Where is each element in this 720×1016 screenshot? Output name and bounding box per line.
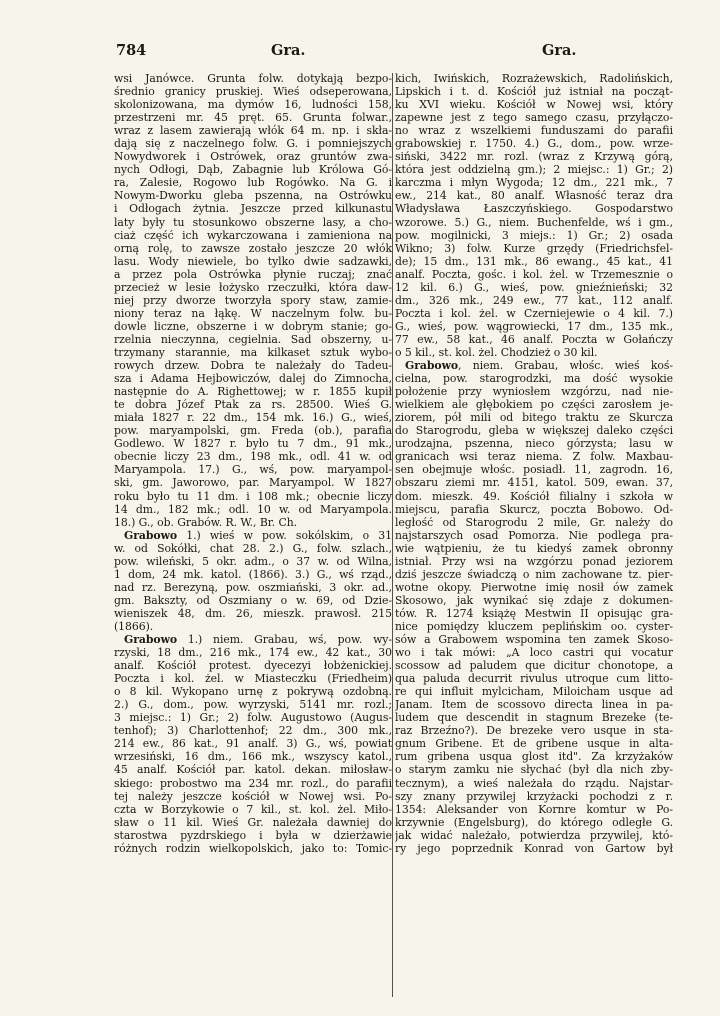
text-line: Poczta i kol. żel. w Miasteczku (Friedheim) xyxy=(114,672,392,686)
text-line: która jest oddzielną gm.); 2 miejsc.: 1) Gr.; 2) xyxy=(395,163,673,177)
text-line: dom. mieszk. 49. Kościół filialny i szkoła w xyxy=(395,489,673,503)
text-line: czta w Borzykowie o 7 kil., st. kol. żel. Miło- xyxy=(114,802,392,816)
text-line: Janam. Item de scossovo directa linea in pa- xyxy=(395,698,673,712)
text-line: granicach wsi teraz niema. Z folw. Maxbau- xyxy=(395,450,673,464)
text-line: Nowym-Dworku gleba pszenna, na Ostrówku xyxy=(114,189,392,203)
text-line: krzywnie (Engelsburg), do którego odległe G. xyxy=(395,815,673,829)
text-line: roku było tu 11 dm. i 108 mk.; obecnie liczy xyxy=(114,489,392,503)
text-line: gnum Gribene. Et de gribene usque in alta- xyxy=(395,737,673,751)
text-line: ry jego poprzednik Konrad von Gartow był xyxy=(395,841,673,855)
text-line: niony teraz na łąkę. W naczelnym folw. bu- xyxy=(114,306,392,320)
text-line: wraz z lasem zawierają włók 64 m. np. i skła- xyxy=(114,124,392,138)
text-line: rum gribena usqua glost itd". Za krzyżaków xyxy=(395,750,673,764)
text-line: położenie przy wyniosłem wzgórzu, nad nie- xyxy=(395,385,673,399)
text-line: urodzajna, pszenna, nieco górzysta; lasu w xyxy=(395,437,673,451)
text-line: o 8 kil. Wykopano urnę z pokrywą ozdobną. xyxy=(114,685,392,699)
text-line: nad rz. Berezyną, pow. oszmiański, 3 okr. ad., xyxy=(114,580,392,594)
text-line: nych Odłogi, Dąb, Zabagnie lub Królowa Gó- xyxy=(114,163,392,177)
entry-headword: Grabowo xyxy=(405,359,459,373)
text-line: lasu. Wody niewiele, bo tylko dwie sadzawki, xyxy=(114,254,392,268)
text-line: kich, Iwińskich, Rozrażewskich, Radolińskich, xyxy=(395,72,673,85)
text-line: 77 ew., 58 kat., 46 analf. Poczta w Gołańczy xyxy=(395,332,673,346)
text-line: skolonizowana, ma dymów 16, ludności 158, xyxy=(114,98,392,112)
text-line: wrzesiński, 16 dm., 166 mk., wszyscy katol., xyxy=(114,750,392,764)
text-line: raz Brzeźno?). De brezeke vero usque in sta- xyxy=(395,724,673,738)
text-line: Wikno; 3) folw. Kurze grzędy (Friedrichsfel- xyxy=(395,241,673,255)
text-line: siński, 3422 mr. rozl. (wraz z Krzywą górą, xyxy=(395,150,673,164)
text-line: ku XVI wieku. Kościół w Nowej wsi, który xyxy=(395,98,673,112)
text-line: szy znany przywilej krzyżacki pochodzi z r. xyxy=(395,789,673,803)
text-line: wo i tak mówi: „A loco castri qui vocatur xyxy=(395,646,673,660)
text-line: scossow ad paludem que dicitur chonotope, a xyxy=(395,659,673,673)
text-line: analf. Poczta, gośc. i kol. żel. w Trzemesznie o xyxy=(395,267,673,281)
text-line: 18.) G., ob. Grabów. R. W., Br. Ch. xyxy=(114,515,298,529)
text-line: średnio granicy pruskiej. Wieś odseperowana, xyxy=(114,85,392,99)
text-line: miała 1827 r. 22 dm., 154 mk. 16.) G., wieś, xyxy=(114,411,392,425)
text-line: laty były tu stosunkowo obszerne lasy, a cho- xyxy=(114,215,392,229)
text-line: obszaru ziemi mr. 4151, katol. 509, ewan. 37, xyxy=(395,476,673,490)
text-line: rzelnia nieczynna, cegielnia. Sad obszerny, u- xyxy=(114,332,392,346)
text-line: niej przy dworze tworzyła spory staw, zamie- xyxy=(114,293,392,307)
text-line: Grabowo, niem. Grabau, włośc. wieś koś- xyxy=(405,359,673,373)
text-line: sów a Grabowem wspomina ten zamek Skoso- xyxy=(395,633,673,647)
text-line: Władysława Łaszczyńskiego. Gospodarstwo xyxy=(395,202,673,216)
text-line: pow. wileński, 5 okr. adm., o 37 w. od Wilna, xyxy=(114,554,392,568)
text-line: wie wątpieniu, że tu kiedyś zamek obronny xyxy=(395,541,673,555)
text-line: nice pomiędzy kluczem peplińskim oo. cyster- xyxy=(395,619,673,633)
text-line: sza i Adama Hejbowiczów, dalej do Zimnocha, xyxy=(114,372,392,386)
text-line: jak widać należało, potwierdza przywilej, któ- xyxy=(395,828,673,842)
entry-headword: Grabowo xyxy=(124,528,178,542)
text-line: orną rolę, to zawsze zostało jeszcze 20 włók xyxy=(114,241,392,255)
text-line: ziorem, pół mili od bitego traktu ze Skurcza xyxy=(395,411,673,425)
text-line: tenhof); 3) Charlottenhof; 22 dm., 300 mk., xyxy=(114,724,392,738)
text-line: cielna, pow. starogrodzki, ma dość wysokie xyxy=(395,372,673,386)
text-line: w. od Sokółki, chat 28. 2.) G., folw. szlach., xyxy=(114,541,392,555)
entry-headword: Grabowo xyxy=(124,633,178,647)
text-line: miejscu, parafia Skurcz, poczta Bobowo. Od- xyxy=(395,502,673,516)
text-line: pow. mogilnicki, 3 miejs.: 1) Gr.; 2) osada xyxy=(395,228,673,242)
text-line: Maryampola. 17.) G., wś, pow. maryampol- xyxy=(114,463,392,477)
text-line: przestrzeni mr. 45 pręt. 65. Grunta folwar., xyxy=(114,111,392,125)
text-line: następnie do A. Righettowej; w r. 1855 kupił xyxy=(114,385,392,399)
running-head-left: Gra. xyxy=(271,42,306,59)
text-line: a przez pola Ostrówka płynie ruczaj; znać xyxy=(114,267,392,281)
text-line: skiego: probostwo ma 234 mr. rozl., do parafii xyxy=(114,776,392,790)
text-line: wielkiem ale głębokiem po części zarosłem je- xyxy=(395,398,673,412)
text-line: 12 kil. 6.) G., wieś, pow. gnieźnieński; 32 xyxy=(395,280,673,294)
page-number: 784 xyxy=(116,42,147,59)
text-line: Nowydworek i Ostrówek, oraz gruntów zwa- xyxy=(114,150,392,164)
text-line: 45 analf. Kościół par. katol. dekan. miłosław- xyxy=(114,763,392,777)
text-line: 1354: Aleksander von Kornre komtur w Po- xyxy=(395,802,673,816)
right-column xyxy=(395,72,673,855)
text-line: karczma i młyn Wygoda; 12 dm., 221 mk., 7 xyxy=(395,176,673,190)
text-line: wotne okopy. Pierwotne imię nosił ów zamek xyxy=(395,580,673,594)
text-line: o 5 kil., st. kol. żel. Chodzież o 30 kil. xyxy=(395,345,598,359)
text-line: (1866). xyxy=(114,619,154,633)
text-line: G., wieś, pow. wągrowiecki, 17 dm., 135 mk., xyxy=(395,319,673,333)
page-header xyxy=(116,42,672,64)
column-divider xyxy=(392,73,393,997)
text-line: 14 dm., 182 mk.; odl. 10 w. od Maryampola. xyxy=(114,502,392,516)
text-line: ew., 214 kat., 80 analf. Własność teraz dra xyxy=(395,189,673,203)
text-line: qua paluda decurrit rivulus utroque cum litto- xyxy=(395,672,673,686)
text-line: tecznym), a wieś należała do rządu. Najstar- xyxy=(395,776,673,790)
text-line: obecnie liczy 23 dm., 198 mk., odl. 41 w. od xyxy=(114,450,392,464)
text-line: różnych rodzin wielkopolskich, jako to: Tomic- xyxy=(114,841,392,855)
text-line: ległość od Starogrodu 2 mile, Gr. należy do xyxy=(395,515,673,529)
text-line: analf. Kościół protest. dyecezyi łobżenickiej. xyxy=(114,659,392,673)
text-line: sen obejmuje włośc. posiadł. 11, zagrodn. 16, xyxy=(395,463,673,477)
text-line: dziś jeszcze świadczą o nim zachowane tz. pier- xyxy=(395,567,673,581)
text-line: Lipskich i t. d. Kościół już istniał na począt- xyxy=(395,85,673,99)
text-line: 1 dom, 24 mk. katol. (1866). 3.) G., wś rząd., xyxy=(114,567,392,581)
text-line: 2.) G., dom., pow. wyrzyski, 5141 mr. rozl.; xyxy=(114,698,392,712)
text-line: najstarszych osad Pomorza. Nie podlega pra- xyxy=(395,528,673,542)
text-line: zapewne jest z tego samego czasu, przyłączo- xyxy=(395,111,673,125)
text-line: trzymany starannie, ma kilkaset sztuk wybo- xyxy=(114,345,392,359)
text-line: de); 15 dm., 131 mk., 86 ewang., 45 kat., 41 xyxy=(395,254,673,268)
text-line: ciaż część ich wykarczowana i zamieniona na xyxy=(114,228,392,242)
text-line: te dobra Józef Ptak za rs. 28500. Wieś G. xyxy=(114,398,392,412)
text-line: ludem que descendit in stagnum Brezeke (te- xyxy=(395,711,673,725)
text-line: 3 miejsc.: 1) Gr.; 2) folw. Augustowo (Augus- xyxy=(114,711,392,725)
text-line: Grabowo 1.) niem. Grabau, wś, pow. wy- xyxy=(124,633,392,647)
text-line: do Starogrodu, gleba w większej daleko części xyxy=(395,424,673,438)
text-line: Skosowo, jak wynikać się zdaje z dokumen- xyxy=(395,593,673,607)
text-line: gm. Bakszty, od Oszmiany o w. 69, od Dzie- xyxy=(114,593,392,607)
text-line: wsi Janówce. Grunta folw. dotykają bezpo- xyxy=(114,72,392,85)
text-line: dm., 326 mk., 249 ew., 77 kat., 112 analf. xyxy=(395,293,673,307)
text-line: ski, gm. Jaworowo, par. Maryampol. W 1827 xyxy=(114,476,392,490)
text-line: no wraz z wszelkiemi funduszami do parafii xyxy=(395,124,673,138)
text-line: wieniszek 48, dm. 26, mieszk. prawosł. 215 xyxy=(114,606,392,620)
text-line: 214 ew., 86 kat., 91 analf. 3) G., wś, powiat xyxy=(114,737,392,751)
text-line: przecież w lesie łożysko rzeczułki, która daw- xyxy=(114,280,392,294)
text-line: ra, Zalesie, Rogowo lub Rogówko. Na G. i xyxy=(114,176,392,190)
left-column xyxy=(114,72,392,855)
text-line: starostwa pyzdrskiego i była w dzierżawie xyxy=(114,828,392,842)
text-line: rzyski, 18 dm., 216 mk., 174 ew., 42 kat., 30 xyxy=(114,646,392,660)
text-line: wzorowe. 5.) G., niem. Buchenfelde, wś i gm., xyxy=(395,215,673,229)
text-line: sław o 11 kil. Wieś Gr. należała dawniej do xyxy=(114,815,392,829)
text-line: tej należy jeszcze kościół w Nowej wsi. Po- xyxy=(114,789,392,803)
text-line: o starym zamku nie słychać (był dla nich zby- xyxy=(395,763,673,777)
text-line: rowych drzew. Dobra te należały do Tadeu- xyxy=(114,359,392,373)
text-line: dają się z naczelnego folw. G. i pomniejszych xyxy=(114,137,392,151)
running-head-right: Gra. xyxy=(542,42,577,59)
text-line: re qui influit mylcicham, Miloicham usque ad xyxy=(395,685,673,699)
text-line: Godlewo. W 1827 r. było tu 7 dm., 91 mk., xyxy=(114,437,392,451)
text-line: istniał. Przy wsi na wzgórzu ponad jeziorem xyxy=(395,554,673,568)
text-line: grabowskiej r. 1750. 4.) G., dom., pow. wrze- xyxy=(395,137,673,151)
text-line: pow. maryampolski, gm. Freda (ob.), parafia xyxy=(114,424,392,438)
text-line: tów. R. 1274 książę Mestwin II opisując gra- xyxy=(395,606,673,620)
text-line: Poczta i kol. żel. w Czerniejewie o 4 kil. 7.) xyxy=(395,306,673,320)
text-line: i Odłogach żytnia. Jeszcze przed kilkunastu xyxy=(114,202,392,216)
text-line: dowle liczne, obszerne i w dobrym stanie; go- xyxy=(114,319,392,333)
text-line: Grabowo 1.) wieś w pow. sokólskim, o 31 xyxy=(124,528,392,542)
